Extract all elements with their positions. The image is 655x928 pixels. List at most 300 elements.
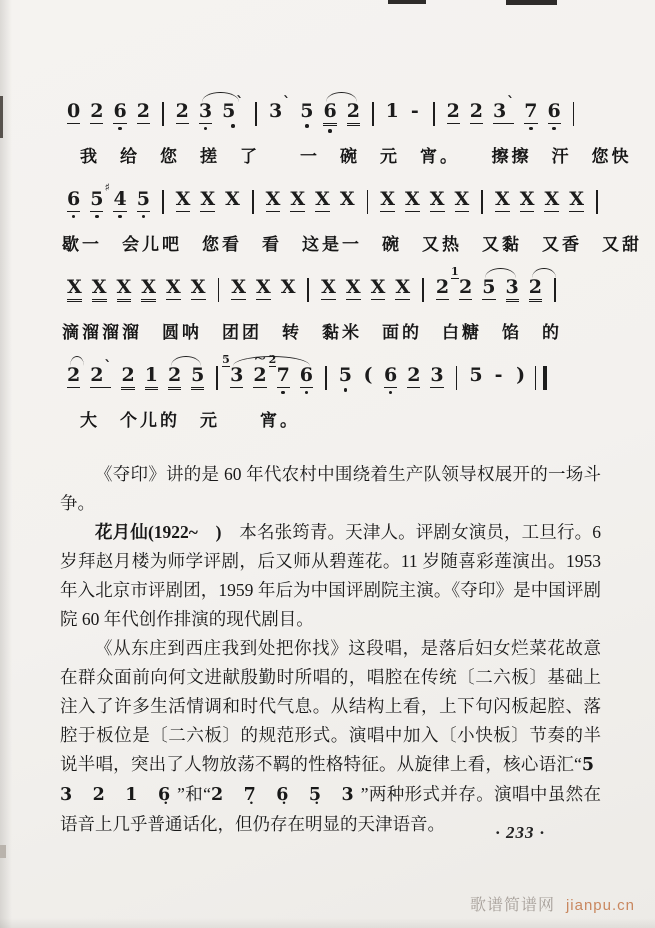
note [300, 366, 313, 394]
note [386, 102, 399, 121]
octave-dot [281, 391, 285, 395]
note-head [121, 366, 134, 385]
note-digit: 2 [346, 100, 360, 122]
note [268, 353, 290, 394]
duration-underline [544, 211, 559, 212]
note-head [493, 95, 515, 122]
note [67, 366, 80, 388]
note-head [199, 102, 212, 121]
note [199, 102, 212, 130]
text-segment: 《从东庄到西庄我到处把你找》这段唱，是落后妇女烂菜花故意在群众面前向何文进献殷勤时所唱的，唱腔在传统〔二六板〕基础上注入了许多生活情调和时代气息。从结构上看，上下句闪板起腔、落腔于板位是〔二六板〕的规范形式。演唱中加入〔小快板〕节奏的半说半唱，突出了人物放荡不羁的性格特征。从旋律上看，核心语汇“ [60, 638, 601, 774]
duration-underline [407, 387, 420, 388]
note-digit: ( [363, 364, 373, 386]
note [340, 190, 355, 209]
duration-underline [321, 299, 336, 300]
note-head [520, 190, 535, 209]
note [137, 190, 150, 218]
note [141, 278, 156, 302]
note-digit: 7 [276, 364, 290, 386]
duration-underline [67, 301, 82, 302]
note-head [253, 366, 266, 385]
note-head [395, 278, 410, 297]
note-head [380, 190, 395, 209]
note [200, 190, 215, 212]
note-head [67, 190, 80, 209]
note [231, 278, 246, 300]
page-number: · 233 · [495, 823, 545, 842]
note [121, 366, 134, 390]
note-digit: 5 [90, 188, 104, 210]
note [515, 366, 527, 385]
duration-underline [191, 389, 204, 390]
inline-notation: 5 3 2 1 6̣ [60, 755, 601, 805]
note-digit: X [231, 276, 246, 298]
note [451, 265, 473, 300]
duration-underline [436, 299, 449, 300]
duration-underline [92, 301, 107, 302]
lyrics-row: 歇一 会儿吧 您看 看 这是一 碗 又热 又黏 又香 又甜 [62, 235, 642, 254]
text-segment: 《夺印》讲的是 60 年代农村中围绕着生产队领导权展开的一场斗争。 [60, 464, 601, 513]
note-head [67, 278, 82, 297]
note [384, 366, 397, 394]
note-head [516, 366, 525, 385]
duration-underline [67, 211, 80, 212]
duration-underline [90, 211, 103, 212]
duration-underline [200, 211, 215, 212]
lyrics-row: 我 给 您 搓 了 一 碗 元 宵。 擦擦 汗 您快 [80, 147, 632, 166]
duration-underline [176, 211, 191, 212]
barline-icon [596, 190, 598, 214]
note-head [363, 366, 372, 385]
note-head [222, 95, 244, 122]
note [520, 190, 535, 212]
note [524, 102, 537, 130]
note-head [544, 190, 559, 209]
note [117, 278, 132, 302]
note-digit: X [166, 276, 181, 298]
note [315, 190, 330, 212]
note-head [430, 190, 445, 209]
note [407, 366, 420, 388]
duration-underline [168, 389, 181, 390]
note-head [323, 102, 336, 121]
note-head [113, 102, 126, 121]
note-digit: X [225, 188, 240, 210]
note-head [67, 102, 80, 121]
note-digit: X [339, 188, 355, 210]
note-head [137, 102, 150, 121]
note [269, 95, 291, 122]
duration-underline [256, 299, 271, 300]
note-digit: X [290, 188, 306, 210]
note [253, 351, 267, 388]
score-line [62, 351, 607, 431]
note-digit: 3 [493, 100, 507, 122]
note-head [548, 102, 561, 121]
note [323, 102, 336, 133]
note [92, 278, 107, 302]
note [67, 102, 80, 124]
note [67, 190, 80, 218]
slur-arc-icon [485, 268, 516, 278]
note-head [455, 190, 470, 209]
note-digit: 2 [528, 276, 542, 298]
note-digit: 2 [253, 364, 267, 386]
note [430, 366, 443, 388]
note-digit: 2 [435, 276, 450, 298]
octave-dot [529, 127, 533, 131]
duration-underline [277, 387, 290, 388]
notes-row [62, 95, 607, 139]
note [104, 181, 127, 218]
note [137, 102, 150, 124]
note-digit: 6 [113, 100, 127, 122]
note-head [290, 190, 305, 209]
note-head [384, 366, 397, 385]
note [395, 278, 410, 300]
note [300, 102, 313, 128]
note-head [90, 102, 103, 121]
note [256, 278, 271, 300]
barline-icon [573, 102, 575, 126]
note-digit: 5 [300, 100, 314, 122]
note-digit: - [494, 364, 503, 386]
note [548, 102, 561, 130]
note [225, 190, 240, 209]
duration-underline [569, 211, 584, 212]
note-digit: 2 [175, 100, 189, 122]
note-head [90, 190, 103, 209]
duration-underline [290, 211, 305, 212]
note-head [176, 190, 191, 209]
note-digit: X [405, 188, 420, 210]
note-head [529, 278, 542, 297]
slur-arc-icon [532, 268, 555, 278]
duration-underline [141, 301, 156, 302]
music-score [62, 95, 642, 454]
watermark-site-name: 歌谱简谱网 [469, 897, 555, 914]
slur-arc-icon [70, 356, 84, 366]
note-digit: 2 [459, 276, 473, 298]
note [90, 190, 103, 218]
octave-dot [204, 127, 208, 131]
note-digit: 5 [222, 100, 236, 122]
duration-underline [520, 211, 535, 212]
barline-icon [162, 102, 164, 126]
slide-icon: ˋ [236, 95, 244, 111]
paragraph [60, 460, 601, 518]
grace-note: 1 [451, 265, 459, 278]
duration-underline [495, 211, 510, 212]
note-head [141, 278, 156, 297]
note [482, 278, 495, 300]
note [447, 102, 460, 124]
paragraph [60, 518, 601, 634]
duration-underline [92, 299, 107, 300]
note-digit: X [265, 188, 281, 210]
scan-artifact [0, 845, 6, 858]
duration-underline [166, 299, 181, 300]
note-digit: 7 [524, 100, 538, 122]
note [191, 278, 206, 300]
duration-underline [315, 211, 330, 212]
note [569, 190, 584, 212]
note-head [191, 278, 206, 297]
note-digit: X [141, 276, 156, 298]
note-digit: 0 [67, 100, 81, 122]
sharp-icon: ♯ [104, 181, 110, 194]
note-head [113, 190, 126, 209]
duration-underline [121, 387, 134, 388]
note-digit: X [91, 276, 107, 298]
grace-note: 2 [268, 353, 277, 366]
note-head [166, 278, 181, 297]
note [493, 366, 505, 385]
duration-underline [459, 299, 472, 300]
watermark [470, 892, 635, 915]
barline-icon [216, 366, 218, 390]
note [455, 190, 470, 212]
note-digit: X [519, 188, 535, 210]
note-head [176, 102, 189, 121]
note-digit: 3 [430, 364, 444, 386]
note [90, 359, 112, 388]
lyrics-row: 大 个儿的 元 宵。 [80, 411, 300, 430]
barline-icon [422, 278, 424, 302]
duration-underline [137, 211, 150, 212]
slur-arc-icon [326, 92, 357, 102]
trill-icon: ~ [254, 351, 266, 365]
note-digit: X [280, 276, 296, 298]
note-head [300, 102, 313, 121]
note-head [569, 190, 584, 209]
note-digit: 2 [90, 100, 104, 122]
duration-underline [506, 299, 519, 300]
duration-underline [430, 211, 445, 212]
duration-underline [347, 123, 360, 124]
note-head [482, 278, 495, 297]
scan-artifact [506, 0, 557, 5]
score-line [62, 265, 607, 343]
note [281, 278, 296, 297]
note-digit: X [345, 276, 361, 298]
octave-dot [118, 127, 122, 131]
final-barline-icon [535, 366, 547, 390]
duration-underline [145, 387, 158, 388]
note [176, 102, 189, 124]
note-digit: 2 [469, 100, 484, 122]
note-head [469, 366, 482, 385]
note-head [459, 278, 472, 297]
note-digit: X [190, 276, 206, 298]
text-segment: ”和“ [177, 784, 211, 804]
note-head [339, 366, 352, 385]
note [409, 102, 421, 121]
note [145, 366, 158, 390]
note-digit: X [454, 188, 470, 210]
duration-underline [405, 211, 420, 212]
duration-underline [529, 301, 542, 302]
note-digit: X [175, 188, 191, 210]
note-head [506, 278, 519, 297]
note-head [67, 366, 80, 385]
barline-icon [367, 190, 369, 214]
note-head [269, 95, 291, 122]
note-head [200, 190, 215, 209]
duration-underline [231, 299, 246, 300]
note-head [346, 278, 361, 297]
duration-underline [447, 123, 460, 124]
notes-row [62, 351, 607, 403]
text-segment: 本名张筠青。天津人。评剧女演员，工旦行。6 岁拜赵月楼为师学评剧，后又师从碧莲花。11 岁随喜彩莲演出。1953 年入北京市评剧团，1959 年后为中国评剧院主演。《夺印》是中国评剧院 60 年代创作排演的现代剧目。 [60, 522, 601, 629]
note [290, 190, 305, 212]
note-digit: 2 [67, 364, 81, 386]
note-digit: X [544, 188, 560, 210]
note-digit: 4 [113, 188, 127, 210]
note-head [266, 190, 281, 209]
note-digit: X [370, 276, 386, 298]
duration-underline [524, 123, 537, 124]
duration-underline [176, 123, 189, 124]
note-digit: 6 [299, 364, 314, 386]
duration-underline [482, 299, 495, 300]
duration-underline [141, 299, 156, 300]
note-head [495, 366, 503, 385]
barline-icon [307, 278, 309, 302]
note-digit: 5 [482, 276, 496, 298]
barline-icon [252, 190, 254, 214]
duration-underline [371, 299, 386, 300]
duration-underline [230, 387, 243, 388]
note-head [524, 102, 537, 121]
note-digit: 1 [144, 364, 158, 386]
note-head [386, 102, 399, 121]
note-digit: 6 [383, 364, 398, 386]
note-digit: X [380, 188, 395, 210]
duration-underline [253, 387, 266, 388]
octave-dot [142, 215, 146, 219]
note [506, 278, 519, 302]
note-head [117, 278, 132, 297]
duration-underline [323, 123, 336, 124]
note-digit: 5 [469, 364, 483, 386]
paragraph [60, 634, 601, 839]
note [67, 278, 82, 302]
note-head [495, 190, 510, 209]
note [191, 366, 204, 390]
octave-dot [344, 388, 348, 392]
note [436, 278, 449, 300]
note-head [281, 278, 296, 297]
note-head [315, 190, 330, 209]
note-digit: 3 [269, 100, 283, 122]
octave-dot [231, 124, 235, 128]
note-head [321, 278, 336, 297]
note [347, 102, 360, 126]
notes-row [62, 181, 607, 227]
note [90, 102, 103, 124]
slide-icon: ˋ [104, 359, 112, 375]
note-digit: 3 [198, 100, 213, 122]
duration-underline [300, 387, 313, 388]
octave-dot [552, 127, 556, 131]
note-digit: X [200, 188, 216, 210]
note-head [300, 366, 313, 385]
note-head [137, 190, 150, 209]
duration-underline [117, 299, 132, 300]
octave-dot [305, 391, 309, 395]
duration-underline [430, 387, 443, 388]
note [166, 278, 181, 300]
note-digit: 3 [230, 364, 244, 386]
duration-underline [470, 123, 483, 124]
note-head [407, 366, 420, 385]
note-digit: 3 [505, 276, 519, 298]
note-head [436, 278, 449, 297]
octave-dot [72, 215, 76, 219]
note-head [256, 278, 271, 297]
note-digit: 2 [167, 364, 182, 386]
note-digit: X [116, 276, 132, 298]
body-text [60, 460, 601, 839]
note-digit: X [429, 188, 445, 210]
note-digit: X [395, 276, 411, 298]
note-head [371, 278, 386, 297]
note [222, 353, 244, 388]
note-head [447, 102, 460, 121]
note [321, 278, 336, 300]
note-head [145, 366, 158, 385]
duration-underline [266, 211, 281, 212]
note [469, 366, 482, 385]
note-head [430, 366, 443, 385]
note [493, 95, 515, 124]
octave-dot [305, 124, 309, 128]
note-head [168, 366, 181, 385]
note-digit: X [315, 188, 330, 210]
slur-arc-icon [171, 356, 201, 366]
score-line [62, 181, 642, 255]
note-digit: 2 [446, 100, 460, 122]
note-digit: 5 [136, 188, 150, 210]
text-segment: ”两种形式并存。演唱中虽然在语音上几乎普通话化，但仍存在明显的天津语音。 [60, 784, 601, 834]
barline-icon [162, 190, 164, 214]
slur-arc-icon [202, 92, 239, 102]
scan-artifact [0, 96, 3, 138]
score-line [62, 95, 632, 167]
note-head [277, 366, 290, 385]
note [380, 190, 395, 212]
note-head [191, 366, 204, 385]
duration-underline [67, 387, 80, 388]
note-head [340, 190, 355, 209]
barline-icon [554, 278, 556, 302]
note-digit: 5 [191, 364, 205, 386]
octave-dot [328, 129, 332, 133]
note-digit: X [569, 188, 584, 210]
slide-icon: ˋ [283, 95, 291, 111]
note [529, 278, 542, 302]
duration-underline [67, 299, 82, 300]
duration-underline [168, 387, 181, 388]
scan-artifact [388, 0, 426, 4]
duration-underline [493, 123, 514, 124]
note [405, 190, 420, 212]
note-head [470, 102, 483, 121]
duration-underline [90, 123, 103, 124]
duration-underline [67, 123, 80, 124]
note [346, 278, 361, 300]
